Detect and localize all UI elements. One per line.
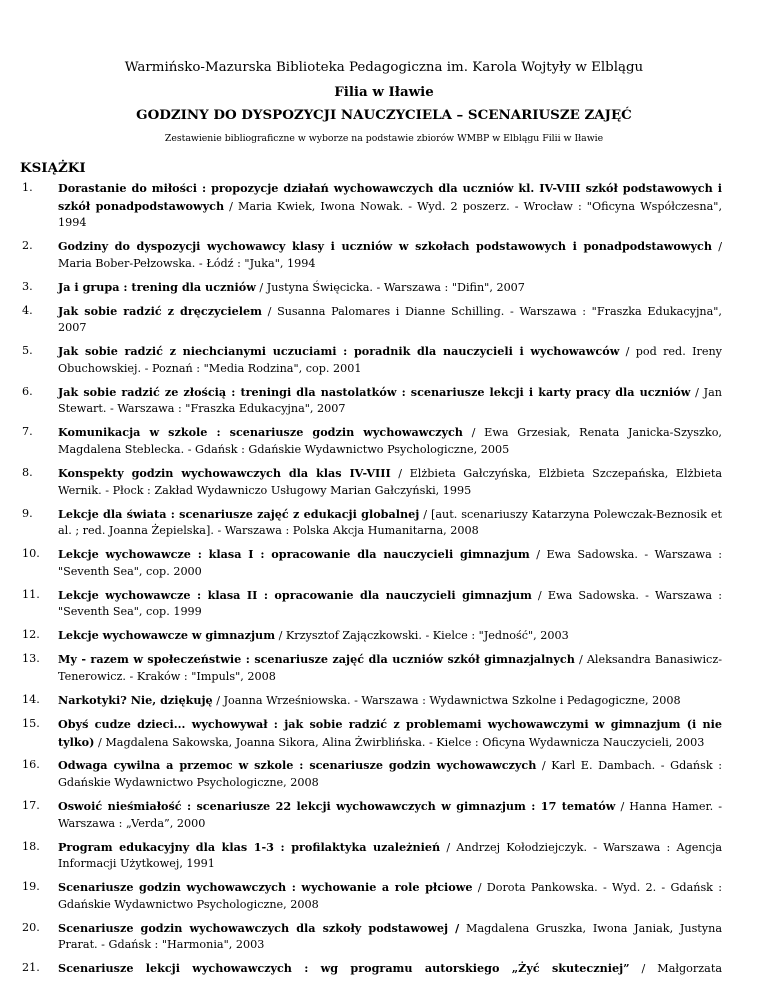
entry-number: 9. <box>22 506 33 520</box>
entry-title: Ja i grupa : trening dla uczniów <box>58 279 256 294</box>
bibliography-entry <box>20 651 722 685</box>
entry-details: / Justyna Święcicka. - Warszawa : "Difin", 2007 <box>255 280 525 294</box>
entry-title: Komunikacja w szkole : scenariusze godzin wychowawczych <box>58 425 463 440</box>
bibliography-entry <box>20 238 722 272</box>
bibliography-entry <box>20 180 722 232</box>
entry-title: Obyś cudze dzieci... wychowywał : jak sobie radzić z problemami wychowawczymi w gimnazjum (i nie tylko) <box>58 716 722 749</box>
entry-number: 19. <box>22 880 40 894</box>
entry-details: / Krzysztof Zajączkowski. - Kielce : "Jedność", 2003 <box>275 629 569 643</box>
bibliography-entry <box>20 546 722 580</box>
entry-number: 3. <box>22 279 33 293</box>
document-title: GODZINY DO DYSPOZYCJI NAUCZYCIELA – SCENARIUSZE ZAJĘĆ <box>136 107 632 123</box>
entry-details: / Karl E. Dambach. - Gdańsk : Gdańskie Wydawnictwo Psychologiczne, 2008 <box>58 759 722 790</box>
entry-title: Narkotyki? Nie, dziękuję <box>58 692 213 707</box>
entry-number: 2. <box>22 239 33 253</box>
entry-number: 4. <box>22 303 33 317</box>
entry-details: / Jan Stewart. - Warszawa : "Fraszka Edukacyjna", 2007 <box>58 385 723 416</box>
bibliography-entry <box>20 303 722 337</box>
entry-number: 14. <box>22 692 40 706</box>
entry-number: 17. <box>22 799 40 813</box>
bibliography-entry <box>20 627 722 645</box>
entry-number: 6. <box>22 384 33 398</box>
entry-number: 5. <box>22 344 33 358</box>
bibliography-entry <box>20 279 722 297</box>
bibliography-entry <box>20 716 722 751</box>
entry-title: Lekcje wychowawcze : klasa I : opracowanie dla nauczycieli gimnazjum <box>58 547 530 562</box>
bibliography-entry <box>20 920 722 954</box>
entry-title: Dorastanie do miłości : propozycje działań wychowawczych dla uczniów kl. IV-VIII szkół podstawowych i szkół ponadpodstawowych <box>58 181 722 213</box>
entry-title: Program edukacyjny dla klas 1-3 : profilaktyka uzależnień <box>58 839 441 854</box>
entry-title: Jak sobie radzić z niechcianymi uczuciami : poradnik dla nauczycieli i wychowawców <box>58 344 620 359</box>
bibliography-entry <box>20 879 722 913</box>
document-subtitle: Zestawienie bibliograficzne w wyborze na podstawie zbiorów WMBP w Elblągu Filii w Iławie <box>164 133 604 144</box>
bibliography-entry <box>20 506 722 540</box>
entry-title: Godziny do dyspozycji wychowawcy klasy i uczniów w szkołach podstawowych i ponadpodstawowych <box>58 239 712 254</box>
entry-title: Scenariusze lekcji wychowawczych : wg programu autorskiego „Żyć skuteczniej” <box>58 961 630 976</box>
bibliography-entry <box>20 465 722 499</box>
bibliography-entry <box>20 960 722 977</box>
entry-title: My - razem w społeczeństwie : scenariusze zajęć dla uczniów szkół gimnazjalnych <box>58 652 575 667</box>
entry-title: Scenariusze godzin wychowawczych : wychowanie a role płciowe <box>58 880 473 895</box>
entry-number: 20. <box>22 920 40 934</box>
bibliography-entry <box>20 384 722 418</box>
entry-details: / Andrzej Kołodziejczyk. - Warszawa : Agencja Informacji Użytkowej, 1991 <box>58 840 722 871</box>
entry-details: Magdalena Gruszka, Iwona Janiak, Justyna Prarat. - Gdańsk : "Harmonia", 2003 <box>58 921 722 952</box>
bibliography-entry <box>20 798 722 832</box>
entry-number: 10. <box>22 547 40 561</box>
entry-number: 8. <box>22 466 33 480</box>
bibliography-entry <box>20 343 722 377</box>
entry-details: / Małgorzata <box>629 962 722 976</box>
entry-number: 7. <box>22 425 33 439</box>
entry-title: Oswoić nieśmiałość : scenariusze 22 lekcji wychowawczych w gimnazjum : 17 tematów <box>58 799 616 814</box>
entry-title: Scenariusze godzin wychowawczych dla szkoły podstawowej / <box>58 920 460 935</box>
entry-title: Jak sobie radzić z dręczycielem <box>58 303 262 318</box>
bibliography-entry <box>20 587 722 621</box>
bibliography-entry <box>20 692 722 710</box>
entry-details: / Ewa Sadowska. - Warszawa : "Seventh Sea", cop. 1999 <box>58 588 723 619</box>
bibliography-entry <box>20 839 722 873</box>
entry-details: / Joanna Wrześniowska. - Warszawa : Wydawnictwa Szkolne i Pedagogiczne, 2008 <box>212 693 681 707</box>
bibliography-entry <box>20 424 722 458</box>
entry-details: / [aut. scenariuszy Katarzyna Polewczak-Beznosik et al. ; red. Joanna Żepielska]. - Warszawa : Polska Akcja Humanitarna, 2008 <box>58 507 722 538</box>
entry-number: 11. <box>22 587 40 601</box>
entry-title: Lekcje wychowawcze : klasa II : opracowanie dla nauczycieli gimnazjum <box>58 587 532 602</box>
section-title-books: KSIĄŻKI <box>20 160 86 176</box>
branch-name: Filia w Iławie <box>334 84 434 100</box>
entry-title: Jak sobie radzić ze złością : treningi dla nastolatków : scenariusze lekcji i karty pracy dla uczniów <box>58 384 691 399</box>
bibliography-list <box>20 180 722 977</box>
entry-number: 18. <box>22 839 40 853</box>
entry-number: 13. <box>22 652 40 666</box>
entry-details: / Dorota Pankowska. - Wyd. 2. - Gdańsk : Gdańskie Wydawnictwo Psychologiczne, 2008 <box>58 881 722 911</box>
entry-details: / Ewa Grzesiak, Renata Janicka-Szyszko, Magdalena Steblecka. - Gdańsk : Gdańskie Wydawnictwo Psychologiczne, 2005 <box>58 426 722 457</box>
bibliography-entry <box>20 757 722 791</box>
institution-name: Warmińsko-Mazurska Biblioteka Pedagogiczna im. Karola Wojtyły w Elblągu <box>124 60 644 75</box>
entry-number: 1. <box>22 181 33 194</box>
entry-number: 15. <box>22 716 40 730</box>
entry-number: 21. <box>22 961 40 975</box>
entry-details: / Magdalena Sakowska, Joanna Sikora, Alina Żwirblińska. - Kielce : Oficyna Wydawnicza Nauczycieli, 2003 <box>94 735 705 749</box>
entry-details: / Ewa Sadowska. - Warszawa : "Seventh Sea", cop. 2000 <box>58 548 723 578</box>
entry-title: Odwaga cywilna a przemoc w szkole : scenariusze godzin wychowawczych <box>58 758 537 773</box>
entry-title: Konspekty godzin wychowawczych dla klas IV-VIII <box>58 466 391 481</box>
entry-details: / Elżbieta Gałczyńska, Elżbieta Szczepańska, Elżbieta Wernik. - Płock : Zakład Wydawniczo Usługowy Marian Gałczyński, 1995 <box>58 467 723 497</box>
entry-number: 16. <box>22 758 40 772</box>
entry-details: / Aleksandra Banasiwicz-Tenerowicz. - Kraków : "Impuls", 2008 <box>58 653 722 683</box>
entry-details: / Maria Bober-Pełzowska. - Łódź : "Juka", 1994 <box>58 240 722 270</box>
entry-details: / pod red. Ireny Obuchowskiej. - Poznań : "Media Rodzina", cop. 2001 <box>58 345 722 375</box>
entry-title: Lekcje wychowawcze w gimnazjum <box>58 628 276 643</box>
entry-title: Lekcje dla świata : scenariusze zajęć z edukacji globalnej <box>58 506 420 521</box>
entry-number: 12. <box>22 628 40 642</box>
entry-details: / Hanna Hamer. - Warszawa : „Verda”, 2000 <box>58 800 722 830</box>
entry-details: / Maria Kwiek, Iwona Nowak. - Wyd. 2 poszerz. - Wrocław : "Oficyna Współczesna", 1994 <box>58 199 722 230</box>
entry-details: / Susanna Palomares i Dianne Schilling. - Warszawa : "Fraszka Edukacyjna", 2007 <box>58 304 722 335</box>
